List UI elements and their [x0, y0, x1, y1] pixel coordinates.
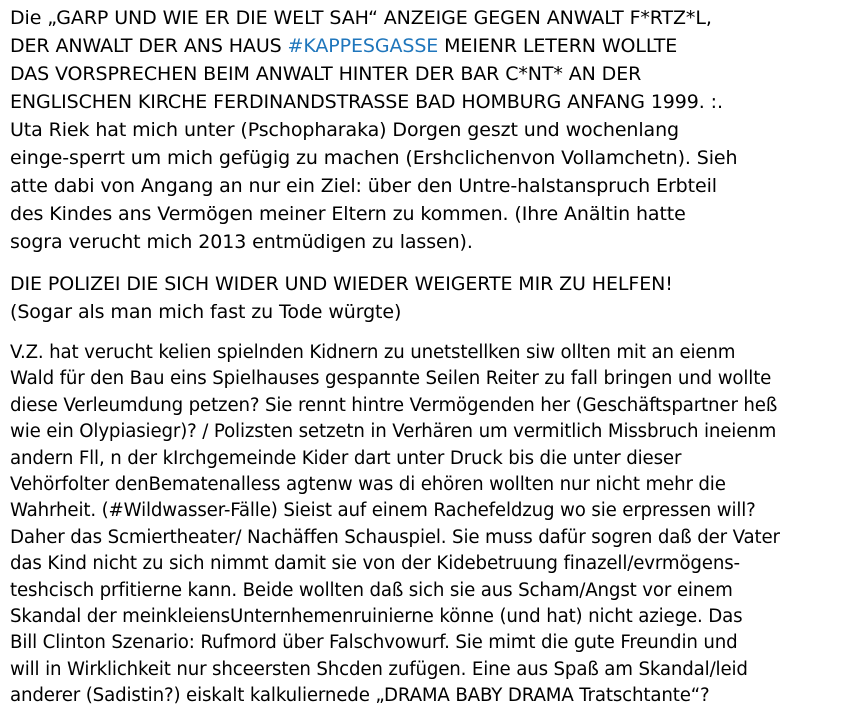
text-segment: MEIENR LETERN WOLLTE — [438, 35, 678, 57]
text-line: teshcisch prfitierne kann. Beide wollten daß sich sie aus Scham/Angst vor einem — [10, 579, 733, 601]
text-segment: DER ANWALT DER ANS HAUS — [10, 35, 288, 57]
text-line: will in Wirklichkeit nur shceersten Shcden zufügen. Eine aus Spaß am Skandal/leid — [10, 658, 748, 680]
text-line: andern Fll, n der kIrchgemeinde Kider dart unter Druck bis die unter dieser — [10, 447, 682, 469]
text-line: einge-sperrt um mich gefügig zu machen (Ershclichenvon Vollamchetn). Sieh — [10, 147, 738, 169]
text-line: Uta Riek hat mich unter (Pschopharaka) Dorgen geszt und wochenlang — [10, 119, 679, 141]
text-line: das Kind nicht zu sich nimmt damit sie von der Kidebetruung finazell/evrmögens- — [10, 553, 740, 575]
text-line: V.Z. hat verucht kelien spielnden Kidnern zu unetstellken siw ollten mit an eienm — [10, 342, 736, 363]
text-line: Die „GARP UND WIE ER DIE WELT SAH“ ANZEIGE GEGEN ANWALT F*RTZ*L, — [10, 7, 712, 29]
text-line: Daher das Scmiertheater/ Nachäffen Schauspiel. Sie muss dafür sogren daß der Vater — [10, 526, 780, 548]
hashtag-link[interactable]: #KAPPESGASSE — [287, 35, 439, 57]
text-line: DAS VORSPRECHEN BEIM ANWALT HINTER DER BAR C*NT* AN DER — [10, 63, 642, 85]
text-line: DIE POLIZEI DIE SICH WIDER UND WIEDER WEIGERTE MIR ZU HELFEN! — [10, 273, 673, 295]
text-line: Bill Clinton Szenario: Rufmord über Falschvowurf. Sie mimt die gute Freundin und — [10, 632, 738, 654]
text-line — [10, 32, 840, 60]
intro-paragraph — [10, 4, 840, 256]
text-line: wie ein Olypiasiegr)? / Polizsten setzetn in Verhären um vermitlich Missbruch ineienm — [10, 421, 777, 443]
text-line: ENGLISCHEN KIRCHE FERDINANDSTRASSE BAD HOMBURG ANFANG 1999. :. — [10, 91, 723, 113]
text-line: Wald für den Bau eins Spielhauses gespannte Seilen Reiter zu fall bringen und wollte — [10, 368, 772, 390]
text-line: des Kindes ans Vermögen meiner Eltern zu kommen. (Ihre Anältin hatte — [10, 203, 686, 225]
text-line: Vehörfolter denBematenalless agtenw was di ehören wollten nur nicht mehr die — [10, 474, 726, 496]
text-line: sogra verucht mich 2013 entmüdigen zu lassen). — [10, 231, 473, 253]
text-line: anderer (Sadistin?) eiskalt kalkuliernede „DRAMA BABY DRAMA Tratschtante“? — [10, 685, 710, 707]
text-line: Wahrheit. (#Wildwasser-Fälle) Sieist auf einem Rachefeldzug wo sie erpressen will? — [10, 500, 756, 522]
text-line: atte dabi von Angang an nur ein Ziel: über den Untre-halstanspruch Erbteil — [10, 175, 717, 197]
body-paragraph — [10, 340, 840, 710]
police-paragraph — [10, 270, 840, 326]
text-line: Skandal der meinkleiensUnternhemenruinierne könne (und hat) nicht aziege. Das — [10, 606, 743, 628]
text-line: (Sogar als man mich fast zu Tode würgte) — [10, 301, 402, 323]
text-line: diese Verleumdung petzen? Sie rennt hintre Vermögenden her (Geschäftspartner heß — [10, 394, 778, 416]
